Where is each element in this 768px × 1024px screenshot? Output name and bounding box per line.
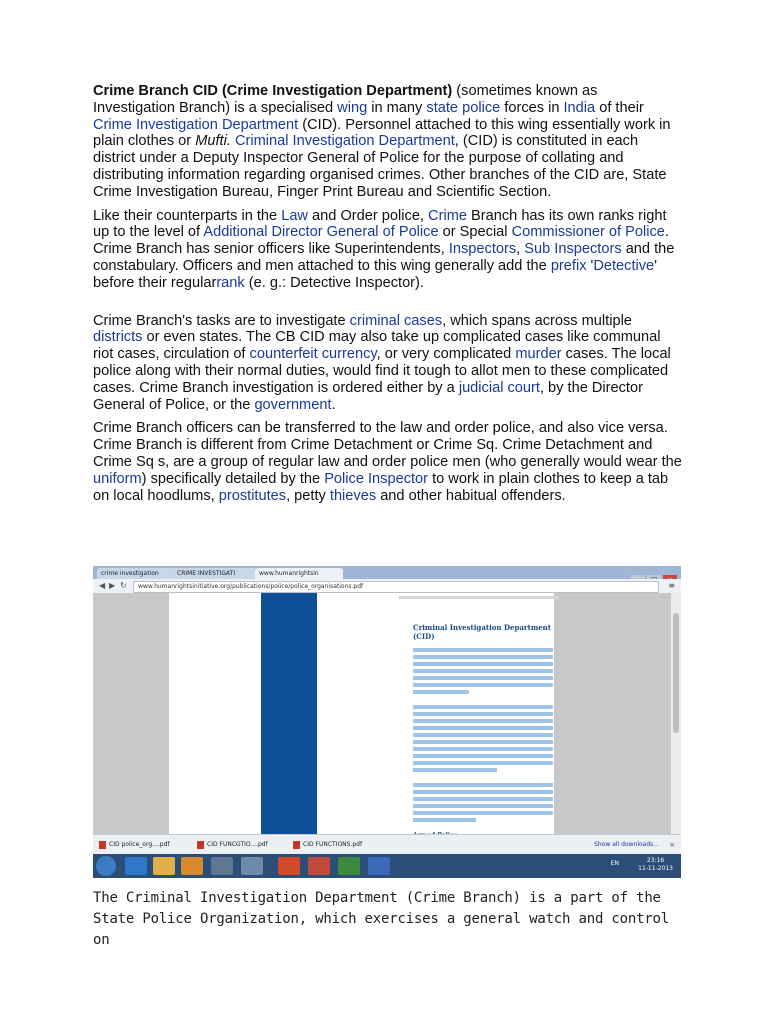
text: or Special bbox=[438, 224, 512, 241]
pdf-text-block bbox=[413, 623, 553, 859]
caption-line: The Criminal Investigation Department (Crime Branch) is a part of the bbox=[93, 890, 661, 906]
link-counterfeit-currency[interactable]: counterfeit currency bbox=[249, 346, 377, 363]
link-state-police[interactable]: state police bbox=[426, 99, 501, 116]
pdf-file-icon bbox=[197, 841, 204, 849]
link-crime-investigation-department[interactable]: Crime Investigation Department bbox=[93, 116, 299, 133]
highlight-line bbox=[413, 669, 553, 673]
embedded-screenshot bbox=[93, 566, 681, 878]
highlight-line bbox=[413, 761, 553, 765]
highlight-line bbox=[413, 648, 553, 652]
article-body bbox=[93, 83, 683, 511]
highlight-line bbox=[413, 719, 553, 723]
link-commissioner-of-police[interactable]: Commissioner of Police bbox=[511, 224, 665, 241]
link-rank[interactable]: rank bbox=[216, 274, 245, 291]
start-button-icon[interactable] bbox=[96, 856, 116, 876]
highlight-line bbox=[413, 747, 553, 751]
text: ' bbox=[586, 257, 594, 274]
tray-time: 23:16 bbox=[646, 857, 665, 864]
scrollbar-thumb[interactable] bbox=[673, 613, 679, 733]
caption-text bbox=[93, 888, 693, 951]
text: or even states. The CB CID may also take up complicated cases like communal riot cases, circulation of bbox=[93, 329, 661, 363]
highlight-line bbox=[413, 783, 553, 787]
article-title: Crime Branch CID (Crime Investigation Department) bbox=[93, 83, 453, 99]
caption-line: State Police Organization, which exercises a general watch and control on bbox=[93, 911, 670, 948]
text: forces in bbox=[500, 99, 564, 116]
download-label: CID FUNCGTIO....pdf bbox=[207, 841, 268, 848]
link-wing[interactable]: wing bbox=[337, 99, 368, 116]
folder-icon[interactable] bbox=[153, 857, 175, 875]
pdf-file-icon bbox=[293, 841, 300, 849]
text: (e. g.: Detective Inspector). bbox=[244, 274, 424, 291]
text: Crime Branch's tasks are to investigate bbox=[93, 312, 350, 329]
pdf-reader-icon[interactable] bbox=[308, 857, 330, 875]
reload-icon[interactable]: ↻ bbox=[120, 581, 127, 590]
link-murder[interactable]: murder bbox=[515, 346, 562, 363]
text: , bbox=[516, 241, 525, 258]
text: . Crime Branch has senior officers like Superintendents, bbox=[93, 224, 669, 258]
browser-tab[interactable]: crime investigation bbox=[97, 568, 175, 579]
media-player-icon[interactable] bbox=[181, 857, 203, 875]
text: , by the Director General of Police, or the bbox=[93, 379, 643, 413]
url-input[interactable]: www.humanrightsinitiative.org/publications/police/police_organisations.pdf bbox=[133, 581, 659, 593]
link-criminal-investigation-department[interactable]: Criminal Investigation Department bbox=[234, 133, 455, 150]
download-item[interactable] bbox=[99, 839, 170, 851]
back-icon[interactable]: ◀ bbox=[99, 581, 106, 590]
office-icon[interactable] bbox=[278, 857, 300, 875]
text: cases. The local police along with their normal duties, would find it tough to allot men to these complicated cases. Crime Branch investigation is ordered either by a bbox=[93, 346, 671, 396]
tray-language[interactable]: EN bbox=[610, 860, 619, 867]
internet-explorer-icon[interactable] bbox=[125, 857, 147, 875]
text: . bbox=[331, 396, 336, 413]
link-prefix[interactable]: prefix bbox=[550, 257, 587, 274]
scrollbar[interactable] bbox=[671, 593, 681, 834]
text: , or very complicated bbox=[376, 346, 516, 363]
address-bar bbox=[93, 579, 681, 593]
text: in many bbox=[367, 99, 427, 116]
close-icon[interactable]: × bbox=[669, 841, 675, 849]
paragraph-ranks bbox=[93, 208, 683, 292]
tray-date: 11-11-2013 bbox=[638, 865, 673, 872]
highlight-line bbox=[413, 740, 553, 744]
text: Crime Branch officers can be transferred to the law and order police, and also vice versa. Crime Branch is different from Crime Detachment or Crime Sq. Crime Detachment and Crime Sq s, are a group of regular law and order police men (who generally would wear the bbox=[93, 420, 682, 470]
chrome-icon[interactable] bbox=[338, 857, 360, 875]
link-districts[interactable]: districts bbox=[93, 329, 143, 346]
link-judicial-court[interactable]: judicial court bbox=[458, 379, 540, 396]
text: , which spans across multiple bbox=[442, 312, 632, 329]
text: and Order police, bbox=[307, 207, 429, 224]
text: and other habitual offenders. bbox=[376, 487, 566, 504]
highlight-line bbox=[413, 797, 553, 801]
paragraph-intro bbox=[93, 83, 683, 201]
pdf-file-icon bbox=[99, 841, 106, 849]
pdf-heading: Criminal Investigation Department (CID) bbox=[413, 623, 552, 641]
highlight-line bbox=[413, 712, 553, 716]
highlight-line bbox=[413, 790, 553, 794]
link-sub-inspectors[interactable]: Sub Inspectors bbox=[524, 241, 622, 258]
highlight-line bbox=[413, 818, 476, 822]
highlight-line bbox=[413, 804, 553, 808]
text: and the constabulary. Officers and men attached to this wing generally add the bbox=[93, 241, 675, 274]
highlight-line bbox=[413, 705, 553, 709]
highlight-line bbox=[413, 676, 553, 680]
pdf-header-line bbox=[399, 596, 559, 599]
highlight-line bbox=[413, 811, 553, 815]
highlight-line bbox=[413, 754, 553, 758]
text: ) specifically detailed by the bbox=[141, 470, 325, 487]
link-detective[interactable]: Detective bbox=[593, 257, 655, 274]
pdf-viewer bbox=[93, 593, 681, 834]
highlight-line bbox=[413, 733, 553, 737]
link-inspectors[interactable]: Inspectors bbox=[448, 241, 517, 258]
tray-clock[interactable] bbox=[638, 857, 673, 873]
link-prostitutes[interactable]: prostitutes bbox=[218, 487, 287, 504]
link-police-inspector[interactable]: Police Inspector bbox=[324, 470, 429, 487]
highlight-line bbox=[413, 683, 553, 687]
text: (CID). Personnel attached to this wing essentially work in plain clothes or bbox=[93, 116, 671, 150]
text: to work in plain clothes to keep a tab on local hoodlums, bbox=[93, 470, 669, 504]
highlight-line bbox=[413, 655, 553, 659]
highlight-line bbox=[413, 726, 553, 730]
link-thieves[interactable]: thieves bbox=[329, 487, 377, 504]
text: , (CID) is constituted in each district under a Deputy Inspector General of Police for the purpose of collating and distributing information regarding organised crimes. Other branches of the CID are, State Crime Investigation Bureau, Finger Print Bureau and Scientific Section. bbox=[93, 133, 667, 200]
paragraph-transfers bbox=[93, 420, 683, 504]
text: of their bbox=[595, 99, 644, 116]
download-item[interactable] bbox=[293, 839, 362, 851]
show-all-downloads-link[interactable]: Show all downloads... bbox=[594, 841, 659, 848]
text: Like their counterparts in the bbox=[93, 207, 282, 224]
link-criminal-cases[interactable]: criminal cases bbox=[349, 312, 443, 329]
text: Branch has its own ranks right up to the level of bbox=[93, 207, 667, 241]
highlight-line bbox=[413, 690, 469, 694]
link-law[interactable]: Law bbox=[281, 207, 308, 224]
download-label: CID FUNCTIONS.pdf bbox=[303, 841, 363, 848]
windows-taskbar bbox=[93, 854, 681, 878]
highlight-line bbox=[413, 662, 553, 666]
text: (sometimes known as Investigation Branch) is a specialised bbox=[93, 83, 598, 116]
text: ' before their regular bbox=[93, 257, 657, 291]
app-icon[interactable] bbox=[241, 857, 263, 875]
word-icon[interactable] bbox=[368, 857, 390, 875]
forward-icon[interactable]: ▶ bbox=[109, 581, 116, 590]
download-item[interactable] bbox=[197, 839, 268, 851]
text: , petty bbox=[286, 487, 330, 504]
menu-icon[interactable]: ≡ bbox=[668, 581, 675, 590]
pdf-page bbox=[169, 593, 554, 834]
link-government[interactable]: government bbox=[254, 396, 332, 413]
download-label: CID police_org....pdf bbox=[109, 841, 170, 848]
link-india[interactable]: India bbox=[563, 99, 596, 116]
italic-mufti: Mufti. bbox=[195, 133, 231, 150]
pdf-side-band bbox=[261, 593, 317, 834]
browser-tab[interactable]: CRIME INVESTIGATI bbox=[173, 568, 257, 579]
browser-tab-bar bbox=[93, 566, 681, 579]
downloads-bar bbox=[93, 834, 681, 855]
link-uniform[interactable]: uniform bbox=[93, 470, 142, 487]
window-controls bbox=[629, 567, 677, 577]
app-icon[interactable] bbox=[211, 857, 233, 875]
highlight-line bbox=[413, 768, 497, 772]
browser-tab-active[interactable]: www.humanrightsin bbox=[255, 568, 343, 579]
paragraph-tasks bbox=[93, 313, 683, 414]
link-additional-director-general[interactable]: Additional Director General of Police bbox=[203, 224, 439, 241]
link-crime[interactable]: Crime bbox=[428, 207, 467, 224]
